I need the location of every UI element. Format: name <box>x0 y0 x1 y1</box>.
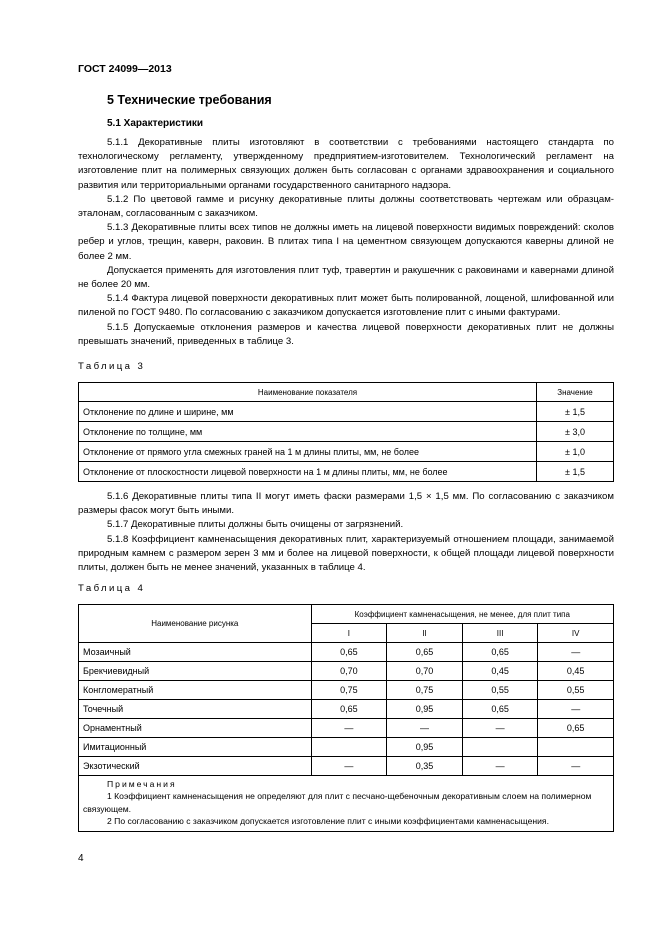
table-cell: Отклонение по длине и ширине, мм <box>79 402 537 422</box>
table-group-header: Коэффициент камненасыщения, не менее, для плит типа <box>311 605 613 624</box>
table-row <box>79 442 614 462</box>
table-row <box>79 402 614 422</box>
table-header-cell: III <box>462 624 538 643</box>
document-code: ГОСТ 24099—2013 <box>78 63 172 75</box>
table-cell: Отклонение по толщине, мм <box>79 422 537 442</box>
table-cell: — <box>462 757 538 776</box>
table-cell: — <box>538 700 614 719</box>
table-cell: 0,95 <box>387 700 463 719</box>
paragraph-5-1-5: 5.1.5 Допускаемые отклонения размеров и качества лицевой поверхности декоративных плит не должны превышать значений, приведенных в таблице 3. <box>78 321 614 347</box>
table-row <box>79 700 614 719</box>
table-cell: 0,55 <box>538 681 614 700</box>
table-cell: — <box>538 757 614 776</box>
table-cell <box>311 738 387 757</box>
table-header-cell: I <box>311 624 387 643</box>
table-cell <box>462 738 538 757</box>
table-cell: Экзотический <box>79 757 312 776</box>
table-header-row <box>79 383 614 402</box>
requirements-text-block-2 <box>78 490 614 575</box>
table-cell: 0,75 <box>311 681 387 700</box>
table-cell: 0,75 <box>387 681 463 700</box>
paragraph-5-1-2: 5.1.2 По цветовой гамме и рисунку декоративные плиты должны соответствовать чертежам или образцам-эталонам, согласованным с заказчиком. <box>78 193 614 220</box>
table-notes <box>79 776 614 832</box>
page-number: 4 <box>78 853 84 864</box>
table-header-cell: II <box>387 624 463 643</box>
table-cell: 0,65 <box>311 643 387 662</box>
table-cell: ± 1,5 <box>537 462 614 482</box>
table-row <box>79 738 614 757</box>
table-row <box>79 422 614 442</box>
table-header-cell: Наименование показателя <box>79 383 537 402</box>
table-header-cell: Наименование рисунка <box>79 605 312 643</box>
table-cell: 0,45 <box>462 662 538 681</box>
paragraph-5-1-6: 5.1.6 Декоративные плиты типа II могут иметь фаски размерами 1,5 × 1,5 мм. По согласованию с заказчиком размеры фасок могут быть иными. <box>78 491 614 517</box>
table-cell: 0,70 <box>387 662 463 681</box>
paragraph-5-1-7: 5.1.7 Декоративные плиты должны быть очищены от загрязнений. <box>107 519 404 531</box>
table-row <box>79 462 614 482</box>
table-cell: Мозаичный <box>79 643 312 662</box>
table-cell: — <box>387 719 463 738</box>
table-row <box>79 662 614 681</box>
table-cell: ± 1,0 <box>537 442 614 462</box>
table-cell: Точечный <box>79 700 312 719</box>
table-cell: ± 3,0 <box>537 422 614 442</box>
table-cell: 0,55 <box>462 681 538 700</box>
table-cell: — <box>311 719 387 738</box>
table-cell: Отклонение от прямого угла смежных граней на 1 м длины плиты, мм, не более <box>79 442 537 462</box>
table-cell <box>538 738 614 757</box>
subsection-title: 5.1 Характеристики <box>107 118 204 129</box>
table-row <box>79 719 614 738</box>
table-cell: — <box>462 719 538 738</box>
table-cell: 0,65 <box>311 700 387 719</box>
section-title: 5 Технические требования <box>107 93 272 107</box>
table-cell: 0,65 <box>462 700 538 719</box>
requirements-text-block-1 <box>78 136 614 349</box>
table-cell: 0,70 <box>311 662 387 681</box>
table-cell: — <box>311 757 387 776</box>
table-cell: 0,65 <box>387 643 463 662</box>
table-header-row <box>79 605 614 624</box>
table-cell: 0,45 <box>538 662 614 681</box>
table-header-cell: Значение <box>537 383 614 402</box>
table-cell: Отклонение от плоскостности лицевой поверхности на 1 м длины плиты, мм, не более <box>79 462 537 482</box>
notes-title: Примечания <box>107 779 177 789</box>
paragraph-5-1-3: 5.1.3 Декоративные плиты всех типов не должны иметь на лицевой поверхности видимых повреждений: сколов ребер и углов, трещин, каверн, раковин. В плитах типа I на цементном связующем допускаются каверны длиной не более 2 мм. <box>78 222 614 262</box>
table-row <box>79 681 614 700</box>
table-cell: 0,35 <box>387 757 463 776</box>
table-cell: 0,65 <box>462 643 538 662</box>
table-4 <box>78 604 614 832</box>
paragraph-5-1-8: 5.1.8 Коэффициент камненасыщения декоративных плит, характеризуемый отношением площади, занимаемой природным камнем с размером зерен 3 мм и более на лицевой поверхности, к общей площади лицевой поверхности плиты, должен быть не менее значений, указанных в таблице 4. <box>78 533 614 574</box>
table-cell: Орнаментный <box>79 719 312 738</box>
paragraph-5-1-3-allowance: Допускается применять для изготовления плит туф, травертин и ракушечник с раковинами и кавернами длиной не более 20 мм. <box>78 264 614 291</box>
paragraph-5-1-1: 5.1.1 Декоративные плиты изготовляют в соответствии с требованиями настоящего стандарта по технологическому регламенту, утвержденному предприятием-изготовителем. Технологический регламент на изготовление плит на полимерных связующих должен быть согласован с органами здравоохранения и социального развития или территориальными органами государственного санитарного надзора. <box>78 137 614 191</box>
table-row <box>79 643 614 662</box>
table-4-caption: Таблица 4 <box>78 583 146 594</box>
table-cell: Конгломератный <box>79 681 312 700</box>
table-cell: Имитационный <box>79 738 312 757</box>
note-1: 1 Коэффициент камненасыщения не определяют для плит с песчано-щебеночным декоративным слоем на полимерном связующем. <box>83 791 592 814</box>
table-cell: — <box>538 643 614 662</box>
paragraph-5-1-4: 5.1.4 Фактура лицевой поверхности декоративных плит может быть полированной, лощеной, шлифованной или пиленой по ГОСТ 9480. По согласованию с заказчиком допускается изготовление плит с иными фактурами. <box>78 293 614 319</box>
table-cell: ± 1,5 <box>537 402 614 422</box>
table-row <box>79 757 614 776</box>
table-header-cell: IV <box>538 624 614 643</box>
table-3-caption: Таблица 3 <box>78 361 146 372</box>
table-cell: Брекчиевидный <box>79 662 312 681</box>
table-notes-row <box>79 776 614 832</box>
note-2: 2 По согласованию с заказчиком допускается изготовление плит с иными коэффициентами камненасыщения. <box>107 816 549 827</box>
table-cell: 0,65 <box>538 719 614 738</box>
table-3 <box>78 382 614 482</box>
table-cell: 0,95 <box>387 738 463 757</box>
